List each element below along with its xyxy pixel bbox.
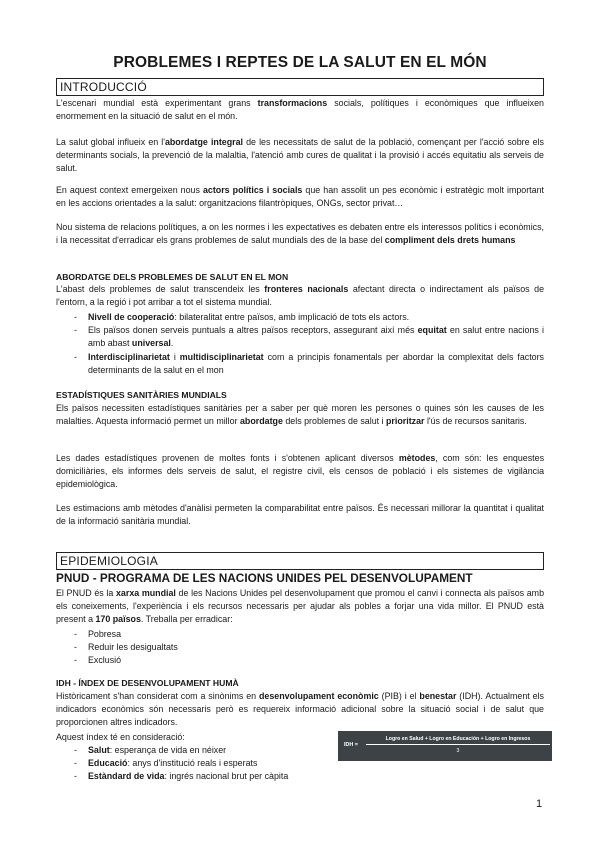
list-item: - Educació: anys d'institució reals i esperats xyxy=(56,757,336,770)
formula-numerator: Logro en Salud + Logro en Educación + Logro en Ingresos xyxy=(385,736,531,742)
formula-label: IDH = xyxy=(344,742,358,748)
idh-heading: IDH - ÍNDEX DE DESENVOLUPAMENT HUMÀ xyxy=(56,678,239,688)
idh-formula-box xyxy=(338,731,552,761)
list-item: - Interdisciplinarietat i multidisciplinarietat com a principis fonamentals per abordar la complexitat dels factors determinants de la salut en el mon xyxy=(56,351,544,377)
intro-paragraph-1: L'escenari mundial està experimentant grans transformacions socials, polítiques i econòmiques que influeixen enormement en la situació de salut en el món. xyxy=(56,98,544,122)
list-item: - Exclusió xyxy=(56,654,544,667)
formula-denominator: 3 xyxy=(456,748,460,754)
section-header-epidemiologia: EPIDEMIOLOGIA xyxy=(56,552,544,570)
page-number: 1 xyxy=(536,798,543,810)
intro-paragraph-3: En aquest context emergeixen nous actors polítics i socials que han assolit un pes econòmic i estratègic molt important en les accions orientades a la salut: organitzacions filantròpiques, ONGs, sector privat… xyxy=(56,185,544,209)
pnud-list xyxy=(56,628,544,668)
list-item: - Pobresa xyxy=(56,628,544,641)
estadistiques-paragraph-3: Les estimacions amb mètodes d'anàlisi permeten la comparabilitat entre països. És necessari millorar la quantitat i qualitat de la informació sanitària mundial. xyxy=(56,503,544,527)
list-item: - Salut: esperança de vida en néixer xyxy=(56,744,336,757)
pnud-heading: PNUD - PROGRAMA DE LES NACIONS UNIDES PEL DESENVOLUPAMENT xyxy=(56,571,473,585)
list-item: - Nivell de cooperació: bilateralitat entre països, amb implicació de tots els actors. xyxy=(56,311,544,324)
intro-paragraph-4: Nou sistema de relacions polítiques, a on les normes i les expectatives es debaten entre els interessos polítics i econòmics, i la necessitat d'erradicar els grans problemes de salut mundials des de la base del compliment dels drets humans xyxy=(56,222,544,246)
section-header-introduccio: INTRODUCCIÓ xyxy=(56,78,544,96)
list-item: - Reduir les desigualtats xyxy=(56,641,544,654)
pnud-paragraph: El PNUD és la xarxa mundial de les Nacions Unides pel desenvolupament que promou el canvi i connecta als països amb els coneixements, l'experiència i els recursos necessaris per ajudar als pobles a forjar una vida millor. El PNUD està present a 170 països. Treballa per erradicar: xyxy=(56,588,545,625)
list-item: - Els països donen serveis puntuals a altres països receptors, assegurant així més equitat en salut entre nacions i amb abast universal. xyxy=(56,324,544,350)
idh-paragraph: Històricament s'han considerat com a sinònims en desenvolupament econòmic (PIB) i el benestar (IDH). Actualment els indicadors econòmics són necessaris però es requereix informació adicional sobre la situació social i de salut que proporcionen altres indicadors. xyxy=(56,691,544,728)
idh-considera: Aquest índex té en consideració: xyxy=(56,732,185,742)
intro-paragraph-2: La salut global influeix en l'abordatge integral de les necessitats de salut de la població, començant per l'acció sobre els determinants socials, la prevenció de la malaltia, l'atenció amb cures de qualitat i la provisió i accés equitatiu als serveis de salut. xyxy=(56,137,544,174)
list-item: - Estàndard de vida: ingrés nacional brut per càpita xyxy=(56,770,336,783)
abordatge-paragraph: L'abast dels problemes de salut transcendeix les fronteres nacionals afectant directa o indirectament als països de l'entorn, a la regió i pot arribar a tot el sistema mundial. xyxy=(56,284,545,308)
estadistiques-paragraph-1: Els països necessiten estadístiques sanitàries per a saber per què moren les persones o quines són les causes de les malalties. Aquesta informació permet un millor abordatge dels problemes de salut i prioritzar l'ús de recursos sanitaris. xyxy=(56,403,544,427)
idh-list xyxy=(56,744,336,784)
formula-fraction-line xyxy=(366,744,550,745)
estadistiques-paragraph-2: Les dades estadístiques provenen de moltes fonts i s'obtenen aplicant diversos mètodes, com són: les enquestes domiciliàries, els informes dels serveis de salut, el registre civil, els censos de població i els sistemes de vigilància epidemiològica. xyxy=(56,453,545,490)
page-title: PROBLEMES I REPTES DE LA SALUT EN EL MÓN xyxy=(113,54,487,71)
abordatge-heading: ABORDATGE DELS PROBLEMES DE SALUT EN EL MON xyxy=(56,272,289,282)
abordatge-list xyxy=(56,311,544,377)
estadistiques-heading: ESTADÍSTIQUES SANITÀRIES MUNDIALS xyxy=(56,390,227,400)
